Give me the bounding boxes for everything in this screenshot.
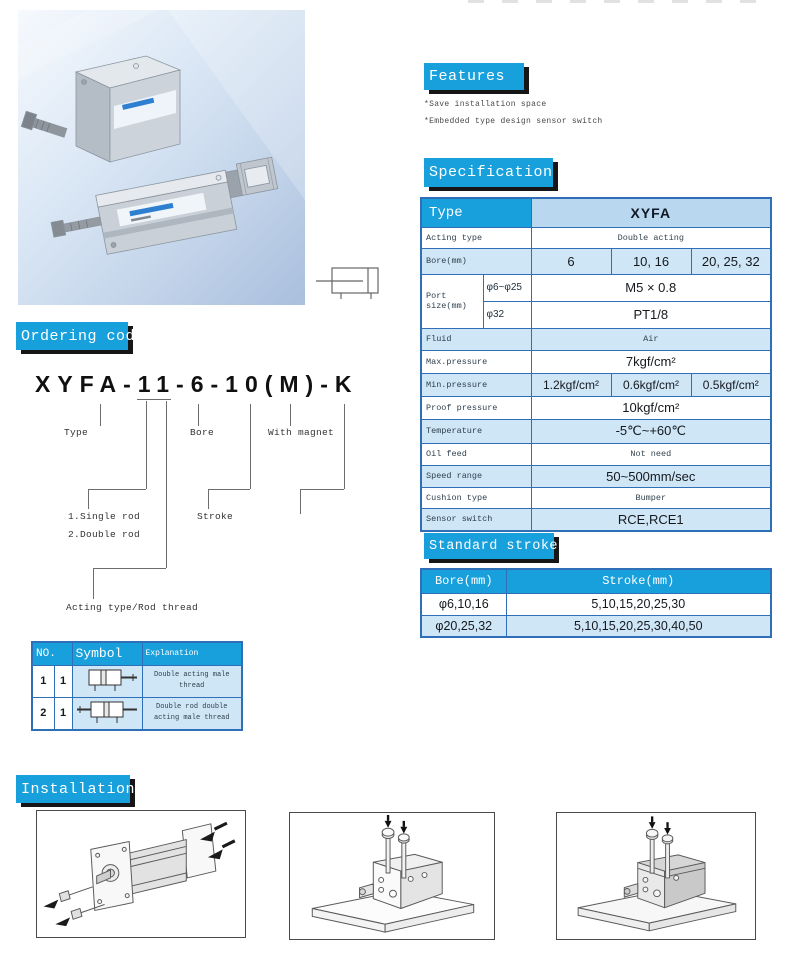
ordering-label-with-magnet: With magnet	[268, 427, 335, 438]
symbol-sub: 1	[54, 665, 72, 697]
ordering-label-single-rod: 1.Single rod	[68, 511, 141, 522]
feature-item: *Embedded type design sensor switch	[424, 117, 603, 126]
spec-cushion-label: Cushion type	[421, 487, 531, 508]
standard-stroke-table	[420, 568, 772, 638]
product-photo	[18, 10, 305, 305]
spec-sensor-value: RCE,RCE1	[531, 508, 771, 531]
pneumatic-cylinders-illustration	[18, 10, 305, 305]
spec-sensor-label: Sensor switch	[421, 508, 531, 531]
stroke-col-stroke: Stroke(mm)	[506, 569, 771, 593]
spec-bore-value: 10, 16	[611, 248, 691, 274]
section-header-standard-stroke	[424, 533, 559, 559]
spec-min-value: 1.2kgf/cm²	[531, 373, 611, 396]
spec-cushion-value: Bumper	[531, 487, 771, 508]
stroke-col-bore: Bore(mm)	[421, 569, 506, 593]
spec-port-value1: M5 × 0.8	[531, 274, 771, 301]
symbol-col-symbol: Symbol	[72, 642, 142, 665]
table-row	[421, 615, 771, 637]
spec-fluid-value: Air	[531, 328, 771, 350]
spec-port-sub2: φ32	[483, 301, 531, 328]
features-title: Features	[429, 68, 506, 85]
ordering-code-title: Ordering code	[21, 327, 145, 345]
spec-port-sub1: φ6~φ25	[483, 274, 531, 301]
symbol-sub: 1	[54, 697, 72, 730]
spec-oil-label: Oil feed	[421, 443, 531, 465]
section-header-specification	[424, 158, 553, 187]
cylinder-symbol-schematic	[314, 262, 384, 302]
stroke-stroke-cell: 5,10,15,20,25,30,40,50	[506, 615, 771, 637]
specification-table	[420, 197, 772, 532]
ordering-label-double-rod: 2.Double rod	[68, 529, 141, 540]
spec-proof-value: 10kgf/cm²	[531, 396, 771, 419]
symbol-col-no: NO.	[32, 642, 72, 665]
ordering-label-bore: Bore	[190, 427, 215, 438]
installation-title: Installation	[21, 780, 136, 798]
compact-cylinder	[21, 56, 180, 162]
table-row	[421, 593, 771, 615]
spec-fluid-label: Fluid	[421, 328, 531, 350]
stroke-stroke-cell: 5,10,15,20,25,30	[506, 593, 771, 615]
ordering-label-acting-type: Acting type/Rod thread	[66, 602, 199, 613]
symbol-explanation: Double acting male thread	[142, 665, 242, 697]
symbol-cell	[72, 697, 142, 730]
spec-temp-label: Temperature	[421, 419, 531, 443]
spec-min-value: 0.6kgf/cm²	[611, 373, 691, 396]
symbol-table	[31, 641, 243, 731]
scan-edge-artifact	[468, 0, 768, 3]
base-mount-illustration-shaded	[557, 813, 755, 939]
spec-type-value: XYFA	[531, 198, 771, 227]
spec-speed-value: 50~500mm/sec	[531, 465, 771, 487]
stroke-bore-cell: φ6,10,16	[421, 593, 506, 615]
symbol-cell	[72, 665, 142, 697]
ordering-code-text: XYFA-11-6-10(M)-K	[35, 371, 359, 397]
double-rod-cylinder-symbol	[75, 698, 139, 724]
spec-bore-label: Bore(mm)	[421, 248, 531, 274]
table-row	[32, 697, 242, 730]
base-mount-illustration	[290, 813, 494, 939]
installation-diagram-top-screws-2	[556, 812, 756, 940]
spec-proof-label: Proof pressure	[421, 396, 531, 419]
spec-port-value2: PT1/8	[531, 301, 771, 328]
flange-mount-illustration	[37, 811, 245, 937]
spec-temp-value: -5℃~+60℃	[531, 419, 771, 443]
spec-max-label: Max.pressure	[421, 350, 531, 373]
symbol-no: 1	[32, 665, 54, 697]
ordering-label-type: Type	[64, 427, 89, 438]
single-rod-cylinder-symbol	[75, 666, 139, 692]
symbol-explanation: Double rod double acting male thread	[142, 697, 242, 730]
section-header-installation	[16, 775, 136, 803]
installation-diagram-top-screws-1	[289, 812, 495, 940]
symbol-no: 2	[32, 697, 54, 730]
table-row	[32, 665, 242, 697]
spec-oil-value: Not need	[531, 443, 771, 465]
spec-bore-value: 6	[531, 248, 611, 274]
spec-min-label: Min.pressure	[421, 373, 531, 396]
spec-min-value: 0.5kgf/cm²	[691, 373, 771, 396]
long-cylinder	[47, 157, 284, 264]
specification-title: Specification	[429, 164, 553, 181]
spec-bore-value: 20, 25, 32	[691, 248, 771, 274]
symbol-col-explanation: Explanation	[142, 642, 242, 665]
spec-max-value: 7kgf/cm²	[531, 350, 771, 373]
spec-port-label: Port size(mm)	[421, 274, 483, 328]
spec-acting-value: Double acting	[531, 227, 771, 248]
section-header-ordering-code	[16, 322, 145, 350]
installation-diagram-bolts	[36, 810, 246, 938]
spec-type-label: Type	[421, 198, 531, 227]
section-header-features	[424, 63, 524, 90]
spec-speed-label: Speed range	[421, 465, 531, 487]
spec-acting-label: Acting type	[421, 227, 531, 248]
feature-item: *Save installation space	[424, 100, 547, 109]
stroke-bore-cell: φ20,25,32	[421, 615, 506, 637]
standard-stroke-title: Standard stroke	[429, 538, 559, 554]
ordering-label-stroke: Stroke	[197, 511, 234, 522]
